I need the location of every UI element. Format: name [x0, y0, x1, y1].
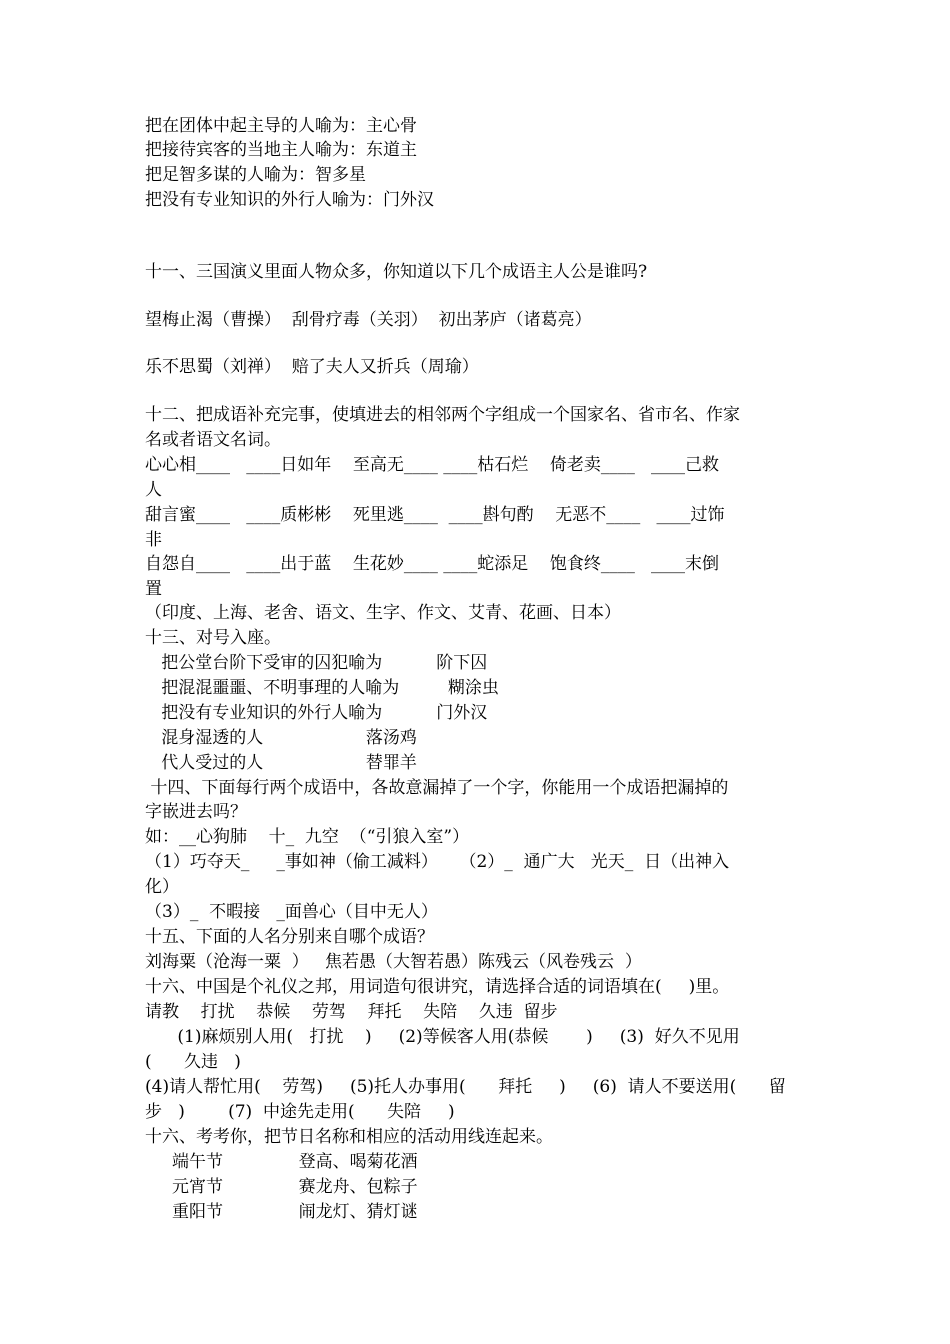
text-line: 把接待宾客的当地主人喻为：东道主: [145, 140, 417, 160]
text-line: 化）: [145, 877, 179, 897]
text-line: 把没有专业知识的外行人喻为 门外汉: [145, 703, 488, 723]
text-line: 心心相____ ____日如年 至高无____ ____枯石烂 倚老卖____ ____己救: [145, 455, 720, 475]
text-line: 代人受过的人 替罪羊: [145, 753, 417, 773]
text-line: (1)麻烦别人用( 打扰 ) (2)等候客人用(恭候 ) (3) 好久不见用: [145, 1027, 740, 1047]
text-line: （1）巧夺天_ _事如神（偷工减料） （2）_ 通广大 光天_ 日（出神入: [145, 852, 730, 872]
text-line: 置: [145, 579, 162, 599]
text-line: ( 久违 ): [145, 1052, 241, 1072]
text-line: 把混混噩噩、不明事理的人喻为 糊涂虫: [145, 678, 499, 698]
section-heading: 十二、把成语补充完事，使填进去的相邻两个字组成一个国家名、省市名、作家: [145, 405, 740, 425]
section-heading: 十一、三国演义里面人物众多，你知道以下几个成语主人公是谁吗?: [145, 262, 648, 282]
section-heading: 十三、对号入座。: [145, 628, 281, 648]
text-line: 请教 打扰 恭候 劳驾 拜托 失陪 久违 留步: [145, 1002, 558, 1022]
text-line: （3）_ 不暇接 _面兽心（目中无人）: [145, 902, 438, 922]
text-line: 刘海粟（沧海一粟 ） 焦若愚（大智若愚）陈残云（风卷残云 ）: [145, 952, 642, 972]
section-heading: 十五、下面的人名分别来自哪个成语？: [145, 927, 434, 947]
text-line: 如：__心狗肺 十_ 九空 （“引狼入室”）: [145, 827, 470, 847]
text-line: 人: [145, 480, 162, 500]
text-line: 甜言蜜____ ____质彬彬 死里逃____ ____斟句酌 无恶不____ ____过饰: [145, 505, 725, 525]
text-line: 把没有专业知识的外行人喻为：门外汉: [145, 190, 434, 210]
text-line: 重阳节 闹龙灯、猜灯谜: [145, 1202, 418, 1222]
text-line: 名或者语文名词。: [145, 430, 281, 450]
text-line: 元宵节 赛龙舟、包粽子: [145, 1177, 418, 1197]
text-line: 步 ) (7) 中途先走用( 失陪 ): [145, 1102, 455, 1122]
section-heading: 十四、下面每行两个成语中，各故意漏掉了一个字，你能用一个成语把漏掉的: [145, 778, 729, 798]
text-line: 自怨自____ ____出于蓝 生花妙____ ____蛇添足 饱食终____ ____末倒: [145, 554, 720, 574]
text-line: （印度、上海、老舍、语文、生字、作文、艾青、花画、日本）: [145, 603, 621, 623]
text-line: 把足智多谋的人喻为：智多星: [145, 165, 366, 185]
text-line: 望梅止渴（曹操） 刮骨疗毒（关羽） 初出茅庐（诸葛亮）: [145, 310, 592, 330]
section-heading: 十六、考考你，把节日名称和相应的活动用线连起来。: [145, 1127, 553, 1147]
text-line: 字嵌进去吗？: [145, 802, 247, 822]
text-line: 端午节 登高、喝菊花酒: [145, 1152, 418, 1172]
text-line: 把在团体中起主导的人喻为：主心骨: [145, 116, 417, 136]
text-line: 混身湿透的人 落汤鸡: [145, 728, 417, 748]
text-line: 把公堂台阶下受审的囚犯喻为 阶下囚: [145, 653, 488, 673]
section-heading: 十六、中国是个礼仪之邦，用词造句很讲究，请选择合适的词语填在( )里。: [145, 977, 730, 997]
text-line: 乐不思蜀（刘禅） 赔了夫人又折兵（周瑜）: [145, 357, 479, 377]
text-line: (4)请人帮忙用( 劳驾) (5)托人办事用( 拜托 ) (6) 请人不要送用( 留: [145, 1077, 786, 1097]
text-line: 非: [145, 530, 162, 550]
